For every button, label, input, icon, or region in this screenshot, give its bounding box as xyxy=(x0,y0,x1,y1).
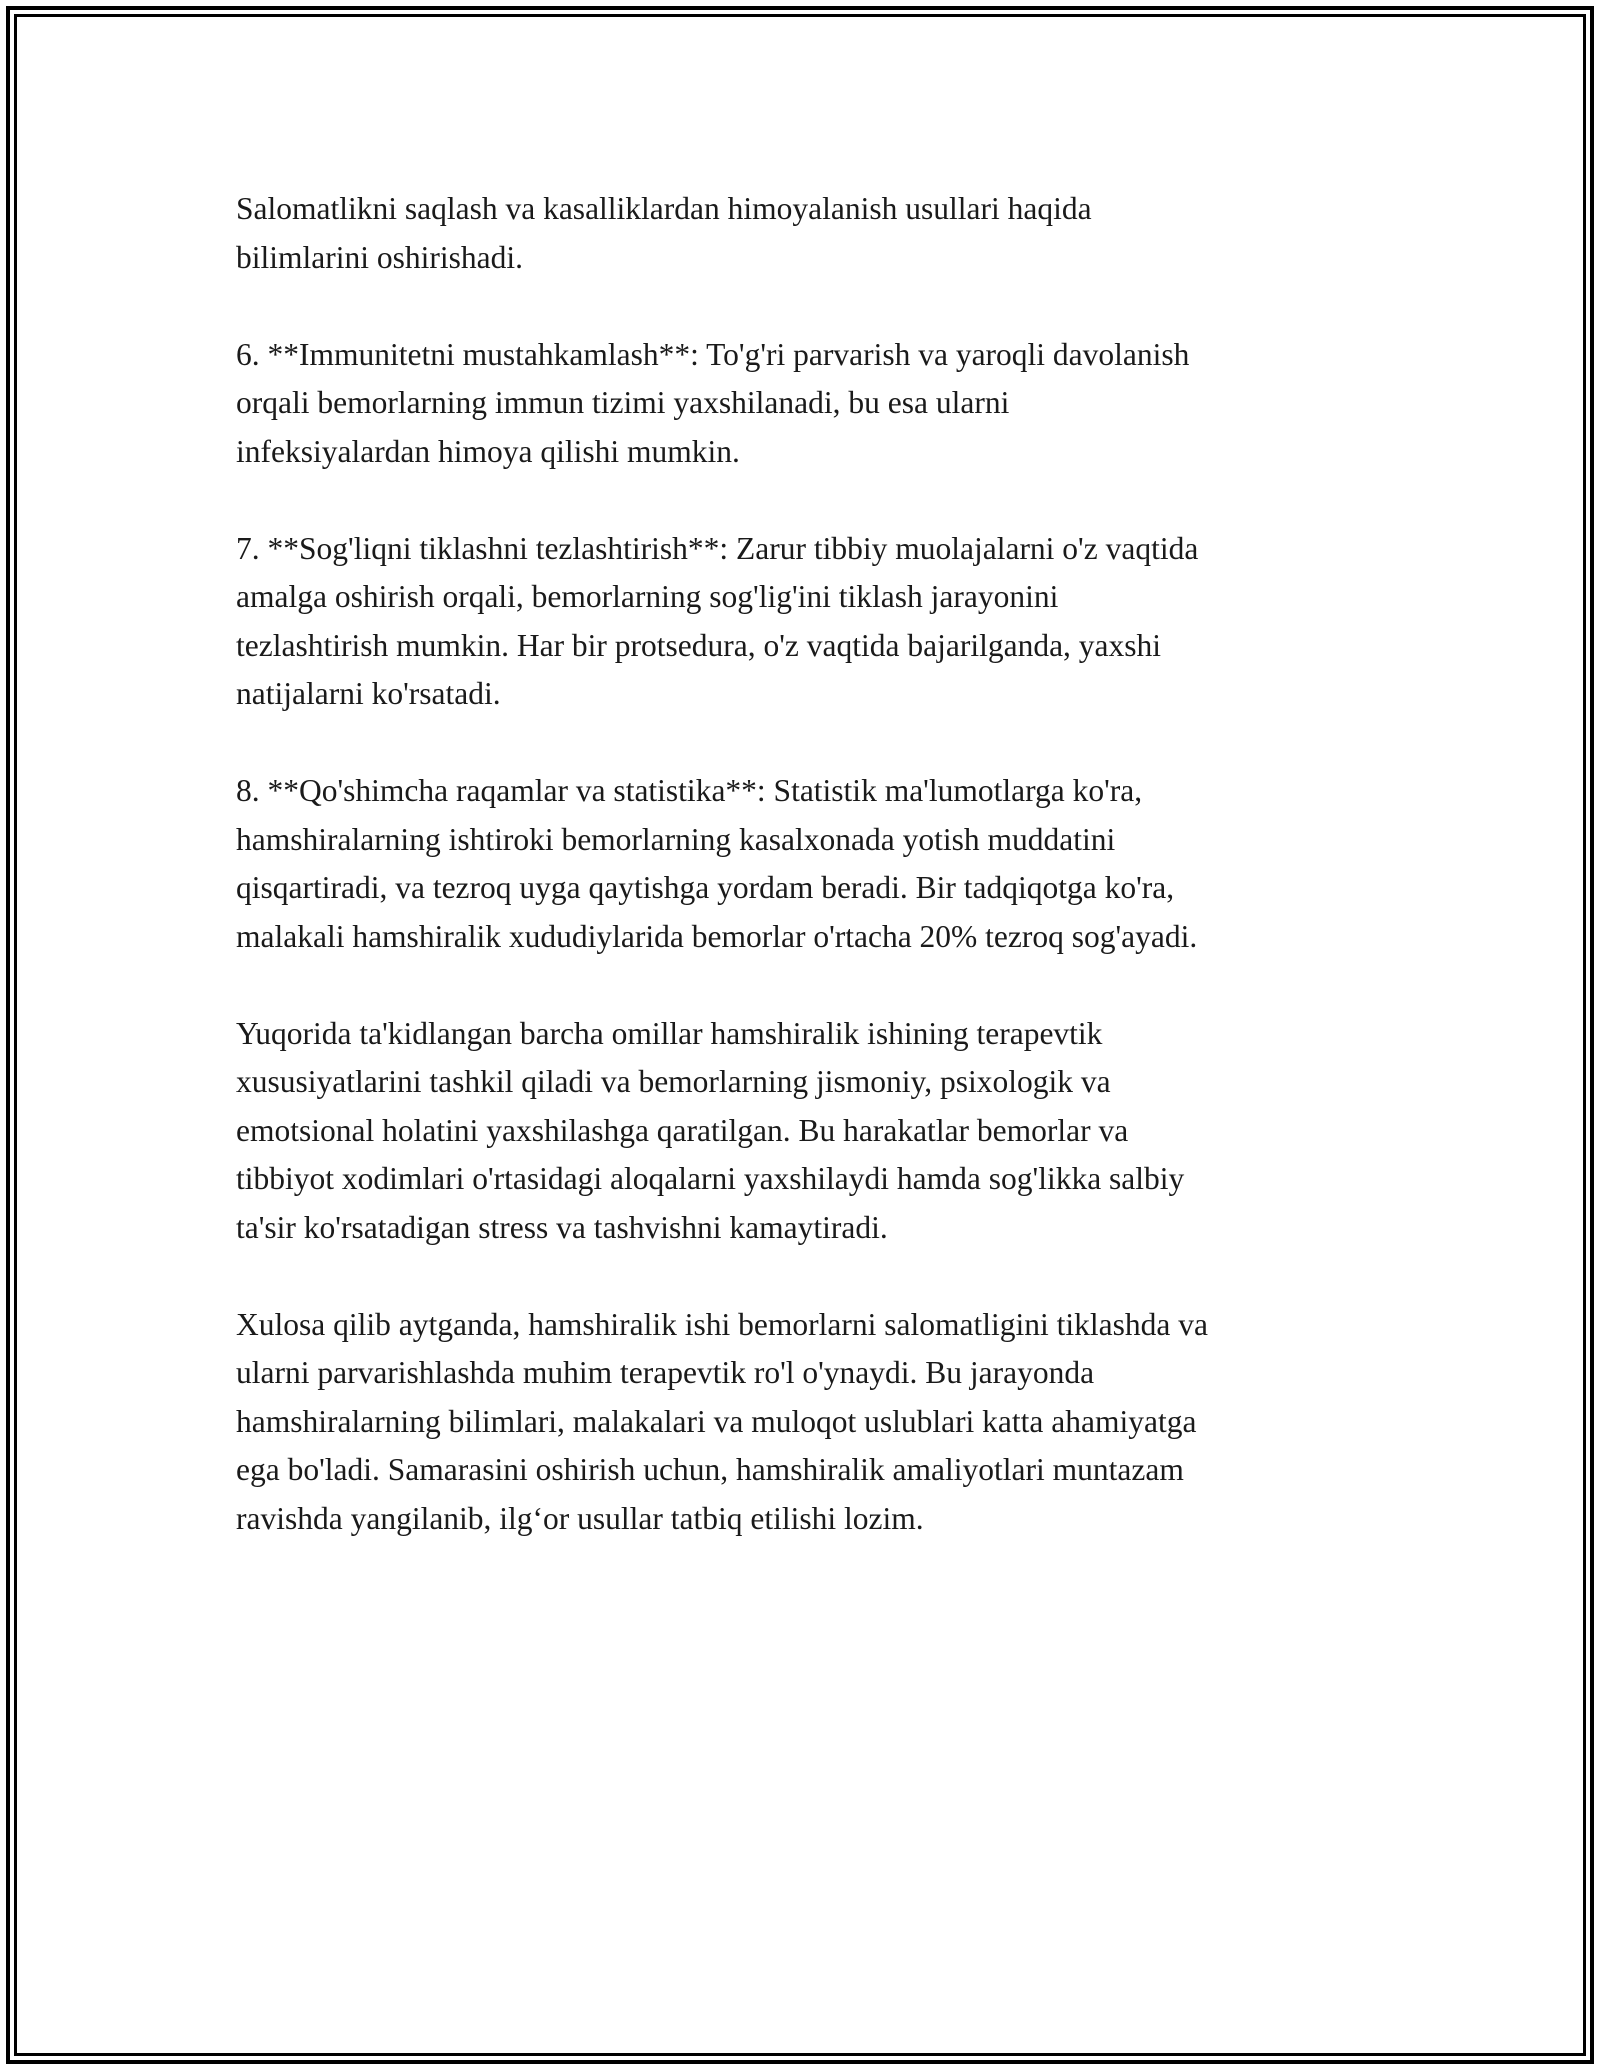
paragraph-conclusion: Xulosa qilib aytganda, hamshiralik ishi bemorlarni salomatligini tiklashda va ularni parvarishlashda muhim terapevtik ro'l o'ynaydi. Bu jarayonda hamshiralarning bilimlari, malakalari va muloqot uslublari katta ahamiyatga ega bo'ladi. Samarasini oshirish uchun, hamshiralik amaliyotlari muntazam ravishda yangilanib, ilg‘or usullar tatbiq etilishi lozim. xyxy=(236,1306,1208,1536)
paragraph-item-6: 6. **Immunitetni mustahkamlash**: To'g'ri parvarish va yaroqli davolanish orqali bemorlarning immun tizimi yaxshilanadi, bu esa ularni infeksiyalardan himoya qilishi mumkin. xyxy=(236,336,1190,469)
paragraph-summary: Yuqorida ta'kidlangan barcha omillar hamshiralik ishining terapevtik xususiyatlarini tashkil qiladi va bemorlarning jismoniy, psixologik va emotsional holatini yaxshilashga qaratilgan. Bu harakatlar bemorlar va tibbiyot xodimlari o'rtasidagi aloqalarni yaxshilaydi hamda sog'likka salbiy ta'sir ko'rsatadigan stress va tashvishni kamaytiradi. xyxy=(236,1015,1185,1245)
paragraph-intro-continuation: Salomatlikni saqlash va kasalliklardan himoyalanish usullari haqida bilimlarini oshirishadi. xyxy=(236,191,1092,275)
paragraph-item-8: 8. **Qo'shimcha raqamlar va statistika**: Statistik ma'lumotlarga ko'ra, hamshiralarning ishtiroki bemorlarning kasalxonada yotish muddatini qisqartiradi, va tezroq uyga qaytishga yordam beradi. Bir tadqiqotga ko'ra, malakali hamshiralik xududiylarida bemorlar o'rtacha 20% tezroq sog'ayadi. xyxy=(236,773,1198,954)
paragraph-item-7: 7. **Sog'liqni tiklashni tezlashtirish**: Zarur tibbiy muolajalarni o'z vaqtida amalga oshirish orqali, bemorlarning sog'lig'ini tiklash jarayonini tezlashtirish mumkin. Har bir protsedura, o'z vaqtida bajarilganda, yaxshi natijalarni ko'rsatadi. xyxy=(236,530,1199,711)
document-body xyxy=(236,185,1376,1592)
